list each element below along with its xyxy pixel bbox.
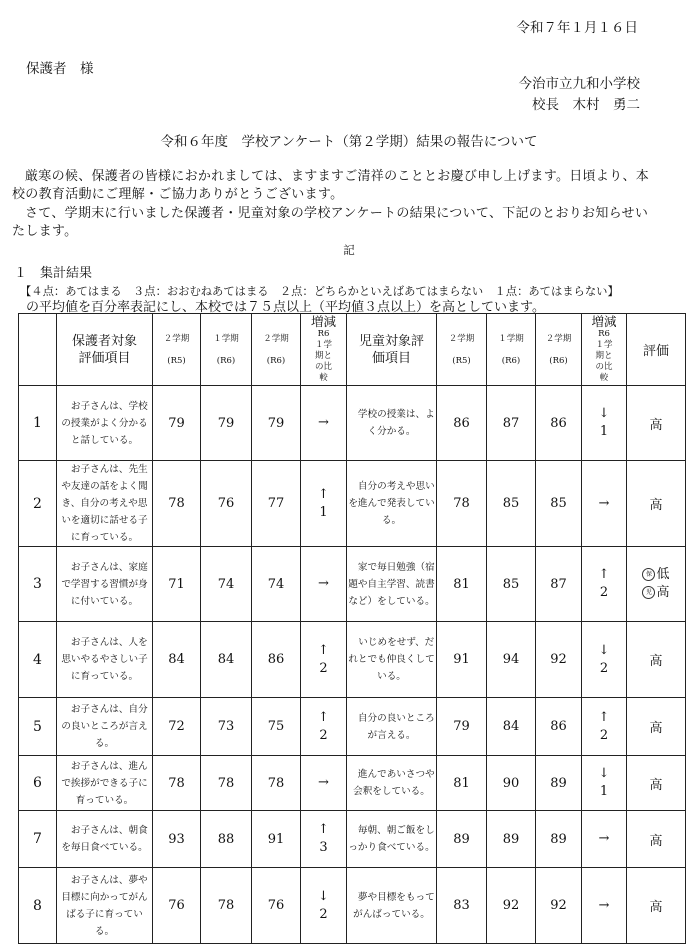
parent-item: お子さんは、先生や友達の話をよく聞き、自分の考えや思いを適切に話せる子に育っている。 — [57, 461, 153, 547]
table-row — [19, 868, 686, 944]
student-item: 自分の考えや思いを進んで発表している。 — [347, 461, 437, 547]
table-row — [19, 811, 686, 868]
parent-item: お子さんは、朝食を毎日食べている。 — [57, 811, 153, 868]
parent-t2-value: 86 — [252, 622, 301, 698]
parent-r5-value: 78 — [153, 756, 201, 811]
table-row — [19, 547, 686, 622]
parent-t1-value: 73 — [201, 698, 252, 756]
eval-cell — [627, 622, 686, 698]
greeting-paragraph: 厳寒の候、保護者の皆様におかれましては、ますますご清祥のこととお慶び申し上げます。日頃より、本校の教育活動にご理解・ご協力ありがとうございます。 — [12, 169, 650, 202]
student-t1-value: 90 — [487, 756, 536, 811]
diff-arrow: ↓ — [598, 406, 610, 421]
student-t1-value: 85 — [487, 547, 536, 622]
student-t2-value: 92 — [536, 622, 582, 698]
report-date: 令和７年１月１６日 — [516, 20, 638, 36]
student-r5-value: 79 — [437, 698, 487, 756]
eval-cell — [627, 756, 686, 811]
student-r5-value: 89 — [437, 811, 487, 868]
parent-t2-value: 79 — [252, 386, 301, 461]
student-item: 夢や目標をもってがんばっている。 — [347, 868, 437, 944]
student-diff — [582, 461, 627, 547]
eval-cell — [627, 698, 686, 756]
student-diff — [582, 698, 627, 756]
diff-number: 2 — [599, 660, 609, 676]
student-t2-value: 89 — [536, 756, 582, 811]
diff-arrow: ↓ — [318, 888, 329, 904]
eval-split-label: 低 — [656, 567, 670, 582]
eval-cell — [627, 868, 686, 944]
diff-number: 2 — [319, 906, 328, 922]
student-t2-value: 89 — [536, 811, 582, 868]
row-number: 4 — [19, 622, 57, 698]
parent-r5-value: 78 — [153, 461, 201, 547]
row-number: 7 — [19, 811, 57, 868]
row-number: 8 — [19, 868, 57, 944]
parent-diff — [301, 811, 347, 868]
parent-item: お子さんは、人を思いやるやさしい子に育っている。 — [57, 622, 153, 698]
diff-arrow: ↑ — [598, 709, 610, 725]
student-diff — [582, 811, 627, 868]
student-t1-value: 87 — [487, 386, 536, 461]
student-t1-value: 84 — [487, 698, 536, 756]
diff-arrow: ↑ — [318, 822, 329, 837]
header-parent-diff: 増減 R6１学期との比較 — [301, 314, 347, 386]
parent-t1-value: 78 — [201, 868, 252, 944]
eval-label: 高 — [649, 417, 663, 433]
student-item: 自分の良いところが言える。 — [347, 698, 437, 756]
header-number — [19, 314, 57, 386]
student-t2-value: 85 — [536, 461, 582, 547]
diff-arrow: ↑ — [318, 709, 329, 725]
diff-number: 2 — [599, 585, 609, 600]
intro-paragraph: さて、学期末に行いました保護者・児童対象の学校アンケートの結果について、下記のとおりお知らせいたします。 — [12, 206, 649, 239]
student-t2-value: 87 — [536, 547, 582, 622]
table-header-row — [19, 314, 686, 386]
eval-label: 高 — [649, 721, 663, 736]
student-r5-value: 86 — [437, 386, 487, 461]
diff-arrow: ↑ — [318, 642, 329, 658]
diff-number: 3 — [319, 840, 328, 855]
eval-label: 高 — [649, 498, 663, 513]
diff-arrow: → — [318, 576, 329, 591]
header-student-diff: 増減 R6１学期との比較 — [582, 314, 627, 386]
scoring-note: の平均値を百分率表記にし、本校では７５点以上（平均値３点以上）を高としています。 — [26, 300, 545, 315]
eval-label: 高 — [649, 833, 663, 849]
parent-item: お子さんは、進んで挨拶ができる子に育っている。 — [57, 756, 153, 811]
parent-item: お子さんは、夢や目標に向かってがんばる子に育っている。 — [57, 868, 153, 944]
parent-t1-value: 74 — [201, 547, 252, 622]
header-parent-r5: ２学期 (R5) — [153, 314, 201, 386]
student-r5-value: 91 — [437, 622, 487, 698]
student-t2-value: 92 — [536, 868, 582, 944]
student-diff — [582, 622, 627, 698]
parent-t1-value: 79 — [201, 386, 252, 461]
diff-arrow: ↑ — [318, 486, 329, 502]
eval-split-item — [627, 584, 685, 602]
score-legend: 【４点：あてはまる ３点：おおむねあてはまる ２点：どちらかといえばあてはまらない １点：あてはまらない】 — [20, 285, 619, 298]
diff-arrow: ↓ — [598, 642, 610, 658]
eval-label: 高 — [649, 900, 663, 915]
table-row — [19, 756, 686, 811]
ki-heading: 記 — [343, 243, 355, 257]
parent-diff — [301, 461, 347, 547]
parent-r5-value: 71 — [153, 547, 201, 622]
parent-t1-value: 84 — [201, 622, 252, 698]
diff-arrow: → — [318, 415, 329, 430]
student-t1-value: 92 — [487, 868, 536, 944]
parent-t2-value: 77 — [252, 461, 301, 547]
header-student-r5: ２学期 (R5) — [437, 314, 487, 386]
header-student-item: 児童対象評価項目 — [347, 314, 437, 386]
student-t2-value: 86 — [536, 386, 582, 461]
table-row — [19, 698, 686, 756]
parent-r5-value: 72 — [153, 698, 201, 756]
diff-arrow: ↓ — [598, 766, 610, 781]
diff-number: 2 — [319, 727, 328, 743]
diff-number: 1 — [319, 504, 328, 520]
parent-item: お子さんは、学校の授業がよく分かると話している。 — [57, 386, 153, 461]
header-parent-t2: ２学期 (R6) — [252, 314, 301, 386]
parent-diff — [301, 868, 347, 944]
eval-label: 高 — [649, 654, 663, 669]
principal-name: 校長 木村 勇二 — [532, 97, 640, 113]
parent-r5-value: 84 — [153, 622, 201, 698]
parent-t1-value: 78 — [201, 756, 252, 811]
eval-cell — [627, 461, 686, 547]
header-student-t1: １学期 (R6) — [487, 314, 536, 386]
student-item: 家で毎日勉強（宿題や自主学習、読書など）をしている。 — [347, 547, 437, 622]
student-item: 毎朝、朝ご飯をしっかり食べている。 — [347, 811, 437, 868]
row-number: 1 — [19, 386, 57, 461]
parent-diff — [301, 622, 347, 698]
diff-number: 2 — [599, 727, 609, 743]
parent-item: お子さんは、家庭で学習する習慣が身に付いている。 — [57, 547, 153, 622]
eval-mark-circle: 児 — [642, 586, 655, 599]
eval-split-label: 高 — [656, 585, 670, 600]
eval-mark-circle: 保 — [642, 568, 655, 581]
school-name: 今治市立九和小学校 — [518, 76, 640, 92]
student-r5-value: 81 — [437, 547, 487, 622]
student-diff — [582, 547, 627, 622]
eval-cell — [627, 386, 686, 461]
table-row — [19, 386, 686, 461]
table-row — [19, 461, 686, 547]
eval-cell — [627, 811, 686, 868]
eval-cell — [627, 547, 686, 622]
eval-label: 高 — [649, 777, 663, 793]
parent-r5-value: 93 — [153, 811, 201, 868]
diff-number: 1 — [599, 784, 609, 799]
row-number: 6 — [19, 756, 57, 811]
parent-t2-value: 76 — [252, 868, 301, 944]
parent-diff — [301, 698, 347, 756]
student-r5-value: 83 — [437, 868, 487, 944]
diff-arrow: ↑ — [598, 567, 610, 582]
parent-t2-value: 75 — [252, 698, 301, 756]
parent-r5-value: 76 — [153, 868, 201, 944]
student-t2-value: 86 — [536, 698, 582, 756]
diff-number: 1 — [599, 424, 609, 439]
parent-t2-value: 74 — [252, 547, 301, 622]
student-item: 進んであいさつや会釈をしている。 — [347, 756, 437, 811]
diff-arrow: → — [318, 775, 329, 790]
addressee: 保護者 様 — [26, 61, 94, 77]
student-r5-value: 81 — [437, 756, 487, 811]
header-parent-t1: １学期 (R6) — [201, 314, 252, 386]
student-item: いじめをせず、だれとでも仲良くしている。 — [347, 622, 437, 698]
student-t1-value: 85 — [487, 461, 536, 547]
eval-split-item — [627, 566, 685, 584]
parent-r5-value: 79 — [153, 386, 201, 461]
parent-t1-value: 88 — [201, 811, 252, 868]
section-heading: １ 集計結果 — [14, 266, 93, 281]
parent-t2-value: 78 — [252, 756, 301, 811]
student-t1-value: 89 — [487, 811, 536, 868]
parent-item: お子さんは、自分の良いところが言える。 — [57, 698, 153, 756]
student-diff — [582, 386, 627, 461]
header-eval: 評価 — [627, 314, 686, 386]
survey-results-table — [18, 313, 686, 944]
student-diff — [582, 756, 627, 811]
diff-arrow: → — [598, 831, 610, 846]
student-diff — [582, 868, 627, 944]
row-number: 2 — [19, 461, 57, 547]
student-item: 学校の授業は、よく分かる。 — [347, 386, 437, 461]
row-number: 3 — [19, 547, 57, 622]
parent-t1-value: 76 — [201, 461, 252, 547]
student-t1-value: 94 — [487, 622, 536, 698]
diff-arrow: → — [598, 495, 610, 511]
parent-diff — [301, 756, 347, 811]
header-student-t2: ２学期 (R6) — [536, 314, 582, 386]
document-title: 令和６年度 学校アンケート（第２学期）結果の報告について — [160, 134, 538, 150]
parent-t2-value: 91 — [252, 811, 301, 868]
header-parent-item: 保護者対象評価項目 — [57, 314, 153, 386]
diff-number: 2 — [319, 660, 328, 676]
table-row — [19, 622, 686, 698]
parent-diff — [301, 386, 347, 461]
student-r5-value: 78 — [437, 461, 487, 547]
row-number: 5 — [19, 698, 57, 756]
diff-arrow: → — [598, 897, 610, 913]
parent-diff — [301, 547, 347, 622]
